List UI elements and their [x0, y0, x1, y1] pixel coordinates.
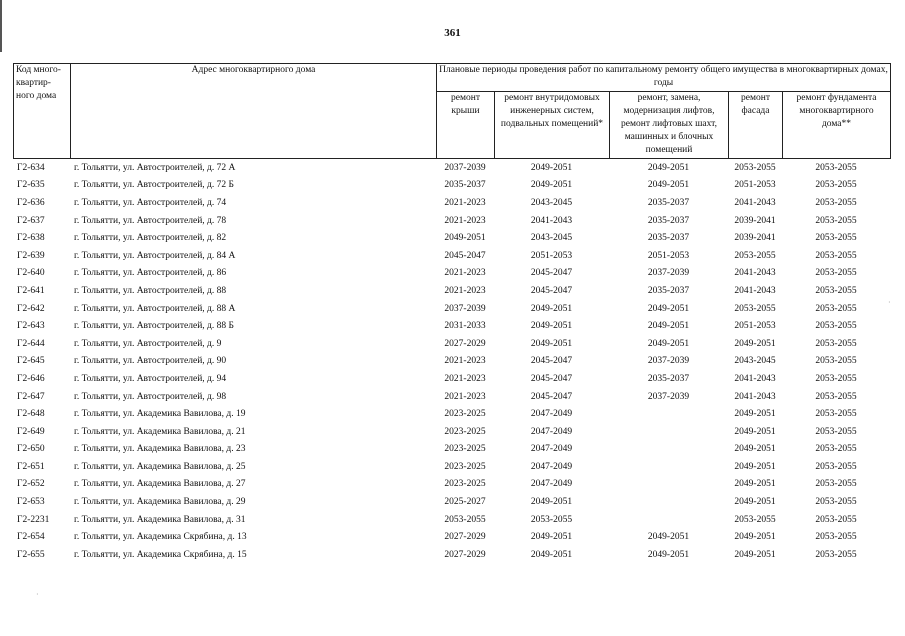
table-row	[13, 229, 890, 247]
cell-systems: 2043-2045	[530, 233, 573, 244]
cell-code: Г2-648	[17, 409, 45, 420]
table-row	[13, 493, 890, 511]
cell-foundation: 2053-2055	[815, 303, 857, 314]
cell-address: г. Тольятти, ул. Академика Вавилова, д. 27	[74, 479, 246, 490]
cell-systems: 2049-2051	[530, 321, 573, 332]
cell-lifts	[609, 493, 728, 511]
cell-foundation: 2053-2055	[815, 321, 857, 332]
cell-address: г. Тольятти, ул. Автостроителей, д. 78	[74, 215, 227, 226]
cell-systems: 2053-2055	[530, 514, 573, 525]
cell-foundation: 2053-2055	[815, 356, 857, 367]
cell-systems: 2049-2051	[530, 162, 573, 173]
cell-code: Г2-650	[17, 444, 45, 455]
cell-code: Г2-639	[17, 250, 45, 261]
table-row	[13, 317, 890, 335]
cell-code: Г2-641	[17, 285, 45, 296]
cell-facade: 2041-2043	[734, 285, 776, 296]
cell-facade: 2053-2055	[734, 514, 776, 525]
cell-lifts	[609, 423, 728, 441]
cell-foundation: 2053-2055	[815, 444, 857, 455]
cell-code: Г2-636	[17, 197, 45, 208]
cell-lifts: 2049-2051	[647, 180, 690, 191]
cell-address: г. Тольятти, ул. Автостроителей, д. 88 А	[74, 303, 236, 314]
cell-roof: 2021-2023	[444, 356, 486, 367]
cell-roof: 2049-2051	[444, 233, 486, 244]
cell-roof: 2021-2023	[444, 215, 486, 226]
cell-foundation: 2053-2055	[815, 409, 857, 420]
table-row	[13, 388, 890, 406]
cell-facade: 2041-2043	[734, 197, 776, 208]
cell-lifts: 2035-2037	[647, 285, 690, 296]
cell-facade: 2049-2051	[734, 532, 776, 543]
cell-code: Г2-652	[17, 479, 45, 490]
cell-address: г. Тольятти, ул. Академика Вавилова, д. 21	[74, 426, 246, 437]
cell-systems: 2043-2045	[530, 197, 573, 208]
cell-facade: 2053-2055	[734, 162, 776, 173]
cell-facade: 2041-2043	[734, 373, 776, 384]
table-row	[13, 458, 890, 476]
cell-lifts: 2049-2051	[647, 162, 690, 173]
cell-facade: 2051-2053	[734, 321, 776, 332]
cell-foundation: 2053-2055	[815, 338, 857, 349]
cell-code: Г2-640	[17, 268, 45, 279]
cell-facade: 2041-2043	[734, 268, 776, 279]
cell-foundation: 2053-2055	[815, 497, 857, 508]
cell-lifts: 2049-2051	[647, 303, 690, 314]
cell-facade: 2049-2051	[734, 479, 776, 490]
cell-lifts: 2049-2051	[647, 532, 690, 543]
table-row	[13, 335, 890, 353]
cell-code: Г2-655	[17, 549, 45, 560]
cell-facade: 2043-2045	[734, 356, 776, 367]
cell-roof: 2037-2039	[444, 162, 486, 173]
cell-code: Г2-638	[17, 233, 45, 244]
cell-lifts	[609, 458, 728, 476]
table-row	[13, 212, 890, 230]
cell-address: г. Тольятти, ул. Автостроителей, д. 90	[74, 356, 227, 367]
cell-foundation: 2053-2055	[815, 461, 857, 472]
cell-roof: 2035-2037	[444, 180, 486, 191]
cell-systems: 2049-2051	[530, 532, 573, 543]
cell-code: Г2-647	[17, 391, 45, 402]
cell-facade: 2049-2051	[734, 409, 776, 420]
cell-systems: 2047-2049	[530, 479, 573, 490]
cell-facade: 2039-2041	[734, 215, 776, 226]
page-left-edge-mark	[0, 0, 2, 52]
cell-systems: 2041-2043	[530, 215, 573, 226]
cell-address: г. Тольятти, ул. Академика Вавилова, д. 31	[74, 514, 246, 525]
cell-lifts: 2051-2053	[647, 250, 690, 261]
cell-lifts: 2035-2037	[647, 373, 690, 384]
table-row	[13, 353, 890, 371]
header-roof: ремонт крыши	[437, 92, 495, 159]
cell-systems: 2045-2047	[530, 285, 573, 296]
cell-foundation: 2053-2055	[815, 426, 857, 437]
cell-address: г. Тольятти, ул. Академика Вавилова, д. 19	[74, 409, 246, 420]
cell-address: г. Тольятти, ул. Автостроителей, д. 72 Б	[74, 180, 234, 191]
table-header	[13, 63, 891, 159]
header-systems: ремонт внутридомовых инженерных систем, подвальных помещений*	[495, 92, 610, 159]
cell-address: г. Тольятти, ул. Академика Вавилова, д. 25	[74, 461, 246, 472]
cell-roof: 2023-2025	[444, 409, 486, 420]
cell-foundation: 2053-2055	[815, 197, 857, 208]
page-number: 361	[444, 27, 461, 39]
cell-roof: 2023-2025	[444, 461, 486, 472]
cell-code: Г2-634	[17, 162, 45, 173]
cell-systems: 2049-2051	[530, 303, 573, 314]
cell-code: Г2-635	[17, 180, 45, 191]
repair-schedule-sheet	[13, 63, 890, 564]
header-code: Код много-квартир-ного дома	[14, 64, 71, 159]
cell-code: Г2-653	[17, 497, 45, 508]
cell-lifts: 2035-2037	[647, 233, 690, 244]
cell-code: Г2-637	[17, 215, 45, 226]
cell-systems: 2049-2051	[530, 549, 573, 560]
cell-foundation: 2053-2055	[815, 180, 857, 191]
cell-foundation: 2053-2055	[815, 479, 857, 490]
cell-code: Г2-649	[17, 426, 45, 437]
header-foundation: ремонт фундамента многоквартирного дома**	[783, 92, 891, 159]
cell-roof: 2045-2047	[444, 250, 486, 261]
table-row	[13, 546, 890, 564]
cell-address: г. Тольятти, ул. Автостроителей, д. 74	[74, 197, 227, 208]
cell-code: Г2-645	[17, 356, 45, 367]
cell-address: г. Тольятти, ул. Автостроителей, д. 84 А	[74, 250, 236, 261]
cell-lifts: 2037-2039	[647, 356, 690, 367]
table-row	[13, 423, 890, 441]
cell-facade: 2049-2051	[734, 426, 776, 437]
table-row	[13, 194, 890, 212]
cell-systems: 2051-2053	[530, 250, 573, 261]
header-lifts: ремонт, замена, модернизация лифтов, ремонт лифтовых шахт, машинных и блочных помещений	[610, 92, 729, 159]
cell-foundation: 2053-2055	[815, 514, 857, 525]
cell-lifts: 2035-2037	[647, 197, 690, 208]
table-row	[13, 405, 890, 423]
cell-systems: 2045-2047	[530, 391, 573, 402]
cell-lifts	[609, 476, 728, 494]
cell-address: г. Тольятти, ул. Академика Скрябина, д. 13	[74, 532, 247, 543]
cell-address: г. Тольятти, ул. Автостроителей, д. 94	[74, 373, 227, 384]
header-periods-group: Плановые периоды проведения работ по капитальному ремонту общего имущества в многоквартирных домах, годы	[437, 64, 891, 92]
cell-foundation: 2053-2055	[815, 268, 857, 279]
cell-address: г. Тольятти, ул. Академика Скрябина, д. 15	[74, 549, 247, 560]
cell-foundation: 2053-2055	[815, 373, 857, 384]
cell-systems: 2049-2051	[530, 338, 573, 349]
cell-roof: 2053-2055	[444, 514, 486, 525]
table-body	[13, 159, 890, 564]
cell-address: г. Тольятти, ул. Автостроителей, д. 86	[74, 268, 227, 279]
cell-roof: 2031-2033	[444, 321, 486, 332]
cell-roof: 2023-2025	[444, 444, 486, 455]
cell-roof: 2027-2029	[444, 532, 486, 543]
table-row	[13, 370, 890, 388]
cell-foundation: 2053-2055	[815, 532, 857, 543]
cell-systems: 2047-2049	[530, 461, 573, 472]
cell-lifts: 2037-2039	[647, 268, 690, 279]
cell-address: г. Тольятти, ул. Автостроителей, д. 88	[74, 285, 227, 296]
cell-roof: 2025-2027	[444, 497, 486, 508]
cell-facade: 2049-2051	[734, 338, 776, 349]
cell-roof: 2027-2029	[444, 338, 486, 349]
table-row	[13, 247, 890, 265]
cell-roof: 2021-2023	[444, 285, 486, 296]
table-row	[13, 476, 890, 494]
table-row	[13, 441, 890, 459]
table-row	[13, 282, 890, 300]
table-row	[13, 265, 890, 283]
cell-address: г. Тольятти, ул. Автостроителей, д. 72 А	[74, 162, 236, 173]
table-row	[13, 511, 890, 529]
table-row	[13, 528, 890, 546]
cell-lifts	[609, 405, 728, 423]
cell-systems: 2049-2051	[530, 497, 573, 508]
cell-facade: 2053-2055	[734, 303, 776, 314]
cell-facade: 2049-2051	[734, 549, 776, 560]
cell-foundation: 2053-2055	[815, 250, 857, 261]
cell-address: г. Тольятти, ул. Автостроителей, д. 9	[74, 338, 222, 349]
cell-systems: 2045-2047	[530, 268, 573, 279]
cell-lifts: 2049-2051	[647, 549, 690, 560]
cell-facade: 2049-2051	[734, 497, 776, 508]
cell-roof: 2023-2025	[444, 426, 486, 437]
cell-systems: 2047-2049	[530, 444, 573, 455]
cell-foundation: 2053-2055	[815, 391, 857, 402]
cell-foundation: 2053-2055	[815, 549, 857, 560]
cell-code: Г2-654	[17, 532, 45, 543]
scan-speck: ·	[888, 298, 891, 307]
cell-foundation: 2053-2055	[815, 285, 857, 296]
cell-lifts: 2049-2051	[647, 321, 690, 332]
cell-lifts: 2049-2051	[647, 338, 690, 349]
cell-facade: 2049-2051	[734, 461, 776, 472]
cell-address: г. Тольятти, ул. Автостроителей, д. 82	[74, 233, 227, 244]
cell-roof: 2021-2023	[444, 373, 486, 384]
cell-systems: 2047-2049	[530, 426, 573, 437]
cell-code: Г2-644	[17, 338, 45, 349]
cell-facade: 2039-2041	[734, 233, 776, 244]
cell-foundation: 2053-2055	[815, 215, 857, 226]
cell-roof: 2027-2029	[444, 549, 486, 560]
scan-speck: ·	[36, 590, 39, 599]
cell-systems: 2049-2051	[530, 180, 573, 191]
cell-lifts	[609, 441, 728, 459]
cell-address: г. Тольятти, ул. Автостроителей, д. 88 Б	[74, 321, 234, 332]
cell-roof: 2021-2023	[444, 391, 486, 402]
cell-address: г. Тольятти, ул. Академика Вавилова, д. 23	[74, 444, 246, 455]
cell-facade: 2041-2043	[734, 391, 776, 402]
cell-facade: 2053-2055	[734, 250, 776, 261]
cell-systems: 2045-2047	[530, 356, 573, 367]
cell-code: Г2-642	[17, 303, 45, 314]
cell-systems: 2047-2049	[530, 409, 573, 420]
cell-foundation: 2053-2055	[815, 233, 857, 244]
cell-facade: 2049-2051	[734, 444, 776, 455]
cell-roof: 2037-2039	[444, 303, 486, 314]
header-facade: ремонт фасада	[729, 92, 783, 159]
cell-code: Г2-646	[17, 373, 45, 384]
cell-code: Г2-643	[17, 321, 45, 332]
cell-lifts: 2037-2039	[647, 391, 690, 402]
cell-code: Г2-2231	[17, 514, 50, 525]
cell-lifts	[609, 511, 728, 529]
cell-systems: 2045-2047	[530, 373, 573, 384]
cell-address: г. Тольятти, ул. Академика Вавилова, д. 29	[74, 497, 246, 508]
table-row	[13, 300, 890, 318]
cell-foundation: 2053-2055	[815, 162, 857, 173]
header-address: Адрес многоквартирного дома	[71, 64, 437, 159]
cell-roof: 2021-2023	[444, 268, 486, 279]
cell-code: Г2-651	[17, 461, 45, 472]
cell-facade: 2051-2053	[734, 180, 776, 191]
table-row	[13, 159, 890, 177]
cell-lifts: 2035-2037	[647, 215, 690, 226]
cell-roof: 2023-2025	[444, 479, 486, 490]
table-row	[13, 177, 890, 195]
cell-roof: 2021-2023	[444, 197, 486, 208]
cell-address: г. Тольятти, ул. Автостроителей, д. 98	[74, 391, 227, 402]
